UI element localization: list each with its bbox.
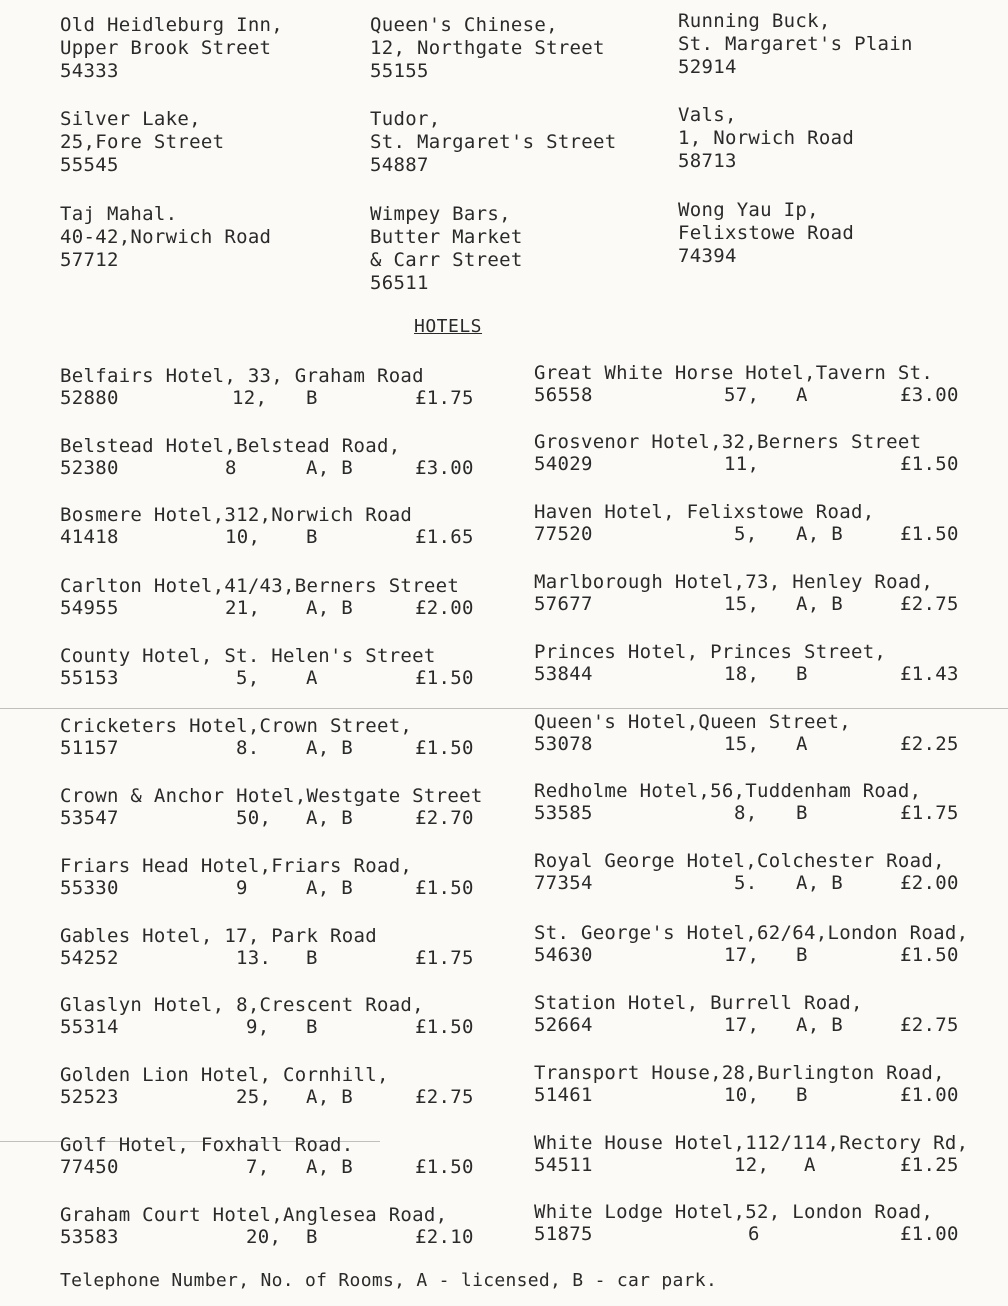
hotel-price: £2.70 — [415, 807, 474, 829]
hotel-rooms: 8. — [236, 737, 260, 759]
hotel-name: Golden Lion Hotel, Cornhill, — [60, 1064, 389, 1086]
hotel-price: £1.25 — [900, 1154, 959, 1176]
hotel-rooms: 25, — [236, 1086, 272, 1108]
hotel-codes: A — [796, 384, 808, 406]
hotel-name: Gables Hotel, 17, Park Road — [60, 925, 377, 947]
hotel-price: £1.50 — [415, 667, 474, 689]
paper-crease — [0, 708, 1008, 709]
restaurant-address: 25,Fore Street — [60, 131, 225, 153]
hotel-name: Crown & Anchor Hotel,Westgate Street — [60, 785, 483, 807]
hotel-name: Carlton Hotel,41/43,Berners Street — [60, 575, 460, 597]
hotel-phone: 53078 — [534, 733, 593, 755]
hotel-name: Haven Hotel, Felixstowe Road, — [534, 501, 875, 523]
hotel-phone: 54955 — [60, 597, 119, 619]
restaurant-phone: 52914 — [678, 56, 737, 78]
restaurant-name: Taj Mahal. — [60, 203, 178, 225]
hotel-phone: 53844 — [534, 663, 593, 685]
restaurant-phone: 56511 — [370, 272, 429, 294]
hotel-codes: B — [796, 944, 808, 966]
hotel-rooms: 18, — [724, 663, 760, 685]
restaurant-name: Wong Yau Ip, — [678, 199, 819, 221]
hotel-name: Golf Hotel, Foxhall Road. — [60, 1134, 354, 1156]
hotel-name: Bosmere Hotel,312,Norwich Road — [60, 504, 413, 526]
restaurant-address: 1, Norwich Road — [678, 127, 855, 149]
restaurant-name: Queen's Chinese, — [370, 14, 558, 36]
hotel-price: £1.50 — [900, 944, 959, 966]
hotel-phone: 52664 — [534, 1014, 593, 1036]
restaurant-name: Running Buck, — [678, 10, 831, 32]
hotel-codes: A, B — [306, 1156, 353, 1178]
hotel-rooms: 5, — [734, 523, 758, 545]
restaurant-address: Felixstowe Road — [678, 222, 855, 244]
hotel-name: County Hotel, St. Helen's Street — [60, 645, 436, 667]
restaurant-name: Old Heidleburg Inn, — [60, 14, 284, 36]
paper-crease — [0, 1141, 380, 1142]
hotel-price: £2.75 — [900, 1014, 959, 1036]
restaurant-phone: 54333 — [60, 60, 119, 82]
hotel-rooms: 21, — [225, 597, 261, 619]
restaurant-address: Upper Brook Street — [60, 37, 272, 59]
hotel-codes: B — [796, 663, 808, 685]
hotel-name: Graham Court Hotel,Anglesea Road, — [60, 1204, 448, 1226]
hotel-codes: A, B — [796, 593, 843, 615]
hotel-rooms: 17, — [724, 1014, 760, 1036]
restaurant-address: 40-42,Norwich Road — [60, 226, 272, 248]
hotel-codes: B — [796, 802, 808, 824]
legend-footer: Telephone Number, No. of Rooms, A - licensed, B - car park. — [60, 1270, 718, 1291]
hotel-price: £2.00 — [415, 597, 474, 619]
hotel-name: Royal George Hotel,Colchester Road, — [534, 850, 945, 872]
restaurant-entry — [370, 14, 605, 83]
hotel-price: £1.00 — [900, 1084, 959, 1106]
restaurant-entry — [678, 10, 913, 79]
restaurant-name: Tudor, — [370, 108, 441, 130]
hotel-phone: 52880 — [60, 387, 119, 409]
hotel-phone: 52380 — [60, 457, 119, 479]
hotel-codes: A, B — [306, 457, 353, 479]
hotel-price: £1.50 — [415, 877, 474, 899]
hotel-codes: A, B — [306, 1086, 353, 1108]
hotel-rooms: 15, — [724, 593, 760, 615]
hotel-name: Grosvenor Hotel,32,Berners Street — [534, 431, 922, 453]
restaurant-phone: 55545 — [60, 154, 119, 176]
hotel-price: £1.75 — [415, 947, 474, 969]
restaurant-entry — [370, 108, 617, 177]
hotel-price: £2.75 — [415, 1086, 474, 1108]
restaurant-phone: 58713 — [678, 150, 737, 172]
hotel-codes: A, B — [306, 737, 353, 759]
hotel-codes: A, B — [796, 1014, 843, 1036]
hotel-name: White Lodge Hotel,52, London Road, — [534, 1201, 934, 1223]
hotel-phone: 54511 — [534, 1154, 593, 1176]
hotels-heading: HOTELS — [414, 316, 483, 337]
hotel-name: Station Hotel, Burrell Road, — [534, 992, 863, 1014]
restaurant-entry — [678, 199, 854, 268]
hotel-codes: B — [306, 526, 318, 548]
hotel-name: Belfairs Hotel, 33, Graham Road — [60, 365, 424, 387]
hotel-phone: 55153 — [60, 667, 119, 689]
hotel-price: £1.43 — [900, 663, 959, 685]
hotel-phone: 54029 — [534, 453, 593, 475]
hotel-phone: 77354 — [534, 872, 593, 894]
hotel-price: £2.00 — [900, 872, 959, 894]
hotel-phone: 54630 — [534, 944, 593, 966]
restaurant-name: Vals, — [678, 104, 737, 126]
hotel-codes: A — [306, 667, 318, 689]
hotel-rooms: 10, — [724, 1084, 760, 1106]
hotel-phone: 57677 — [534, 593, 593, 615]
hotel-phone: 55330 — [60, 877, 119, 899]
restaurant-entry — [60, 108, 224, 177]
hotel-codes: B — [306, 1226, 318, 1248]
hotel-codes: A, B — [306, 597, 353, 619]
hotel-phone: 52523 — [60, 1086, 119, 1108]
hotel-rooms: 20, — [246, 1226, 282, 1248]
restaurant-entry — [678, 104, 854, 173]
hotel-phone: 55314 — [60, 1016, 119, 1038]
hotel-name: Queen's Hotel,Queen Street, — [534, 711, 851, 733]
hotel-phone: 51875 — [534, 1223, 593, 1245]
hotel-name: White House Hotel,112/114,Rectory Rd, — [534, 1132, 969, 1154]
hotel-phone: 77450 — [60, 1156, 119, 1178]
hotel-phone: 51461 — [534, 1084, 593, 1106]
hotel-name: Belstead Hotel,Belstead Road, — [60, 435, 401, 457]
hotel-price: £1.50 — [900, 523, 959, 545]
hotel-name: Marlborough Hotel,73, Henley Road, — [534, 571, 934, 593]
hotel-codes: A — [796, 733, 808, 755]
hotel-name: Transport House,28,Burlington Road, — [534, 1062, 945, 1084]
restaurant-address: Butter Market — [370, 226, 523, 248]
hotel-rooms: 9, — [246, 1016, 270, 1038]
hotel-price: £2.10 — [415, 1226, 474, 1248]
hotel-phone: 53547 — [60, 807, 119, 829]
hotel-rooms: 15, — [724, 733, 760, 755]
restaurant-name: Wimpey Bars, — [370, 203, 511, 225]
hotel-price: £2.75 — [900, 593, 959, 615]
hotel-rooms: 5, — [236, 667, 260, 689]
restaurant-address: St. Margaret's Plain — [678, 33, 913, 55]
hotel-rooms: 10, — [225, 526, 261, 548]
hotel-rooms: 8, — [734, 802, 758, 824]
hotel-name: Great White Horse Hotel,Tavern St. — [534, 362, 934, 384]
hotel-price: £1.75 — [900, 802, 959, 824]
hotel-rooms: 12, — [734, 1154, 770, 1176]
hotel-rooms: 6 — [748, 1223, 760, 1245]
hotel-price: £3.00 — [415, 457, 474, 479]
hotel-codes: A, B — [306, 807, 353, 829]
hotel-name: Cricketers Hotel,Crown Street, — [60, 715, 413, 737]
hotel-phone: 51157 — [60, 737, 119, 759]
hotel-codes: A — [804, 1154, 816, 1176]
hotel-rooms: 12, — [232, 387, 268, 409]
hotel-phone: 53585 — [534, 802, 593, 824]
hotel-codes: B — [306, 1016, 318, 1038]
hotel-rooms: 5. — [734, 872, 758, 894]
restaurant-phone: 54887 — [370, 154, 429, 176]
hotel-phone: 54252 — [60, 947, 119, 969]
hotel-price: £1.75 — [415, 387, 474, 409]
hotel-phone: 56558 — [534, 384, 593, 406]
hotel-rooms: 9 — [236, 877, 248, 899]
hotel-phone: 41418 — [60, 526, 119, 548]
hotel-name: Friars Head Hotel,Friars Road, — [60, 855, 413, 877]
hotel-name: Princes Hotel, Princes Street, — [534, 641, 887, 663]
hotel-codes: A, B — [796, 523, 843, 545]
hotel-price: £1.50 — [415, 737, 474, 759]
hotel-codes: B — [306, 947, 318, 969]
hotel-codes: B — [796, 1084, 808, 1106]
restaurant-phone: 55155 — [370, 60, 429, 82]
hotel-rooms: 50, — [236, 807, 272, 829]
hotel-price: £1.00 — [900, 1223, 959, 1245]
hotel-codes: A, B — [796, 872, 843, 894]
hotel-rooms: 17, — [724, 944, 760, 966]
restaurant-phone: 57712 — [60, 249, 119, 271]
hotel-rooms: 57, — [724, 384, 760, 406]
hotel-name: Glaslyn Hotel, 8,Crescent Road, — [60, 994, 424, 1016]
restaurant-phone: 74394 — [678, 245, 737, 267]
hotel-price: £3.00 — [900, 384, 959, 406]
hotel-phone: 53583 — [60, 1226, 119, 1248]
hotel-price: £1.65 — [415, 526, 474, 548]
restaurant-entry — [370, 203, 523, 295]
hotel-name: St. George's Hotel,62/64,London Road, — [534, 922, 969, 944]
restaurant-name: Silver Lake, — [60, 108, 201, 130]
restaurant-address: 12, Northgate Street — [370, 37, 605, 59]
restaurant-entry — [60, 14, 283, 83]
hotel-price: £1.50 — [415, 1156, 474, 1178]
hotel-price: £2.25 — [900, 733, 959, 755]
hotel-rooms: 8 — [225, 457, 237, 479]
hotel-codes: B — [306, 387, 318, 409]
hotel-phone: 77520 — [534, 523, 593, 545]
hotel-rooms: 7, — [246, 1156, 270, 1178]
hotel-price: £1.50 — [900, 453, 959, 475]
hotel-rooms: 11, — [724, 453, 760, 475]
restaurant-address: & Carr Street — [370, 249, 523, 271]
hotel-codes: A, B — [306, 877, 353, 899]
restaurant-address: St. Margaret's Street — [370, 131, 617, 153]
hotel-rooms: 13. — [236, 947, 272, 969]
restaurant-entry — [60, 203, 271, 272]
hotel-name: Redholme Hotel,56,Tuddenham Road, — [534, 780, 922, 802]
hotel-price: £1.50 — [415, 1016, 474, 1038]
